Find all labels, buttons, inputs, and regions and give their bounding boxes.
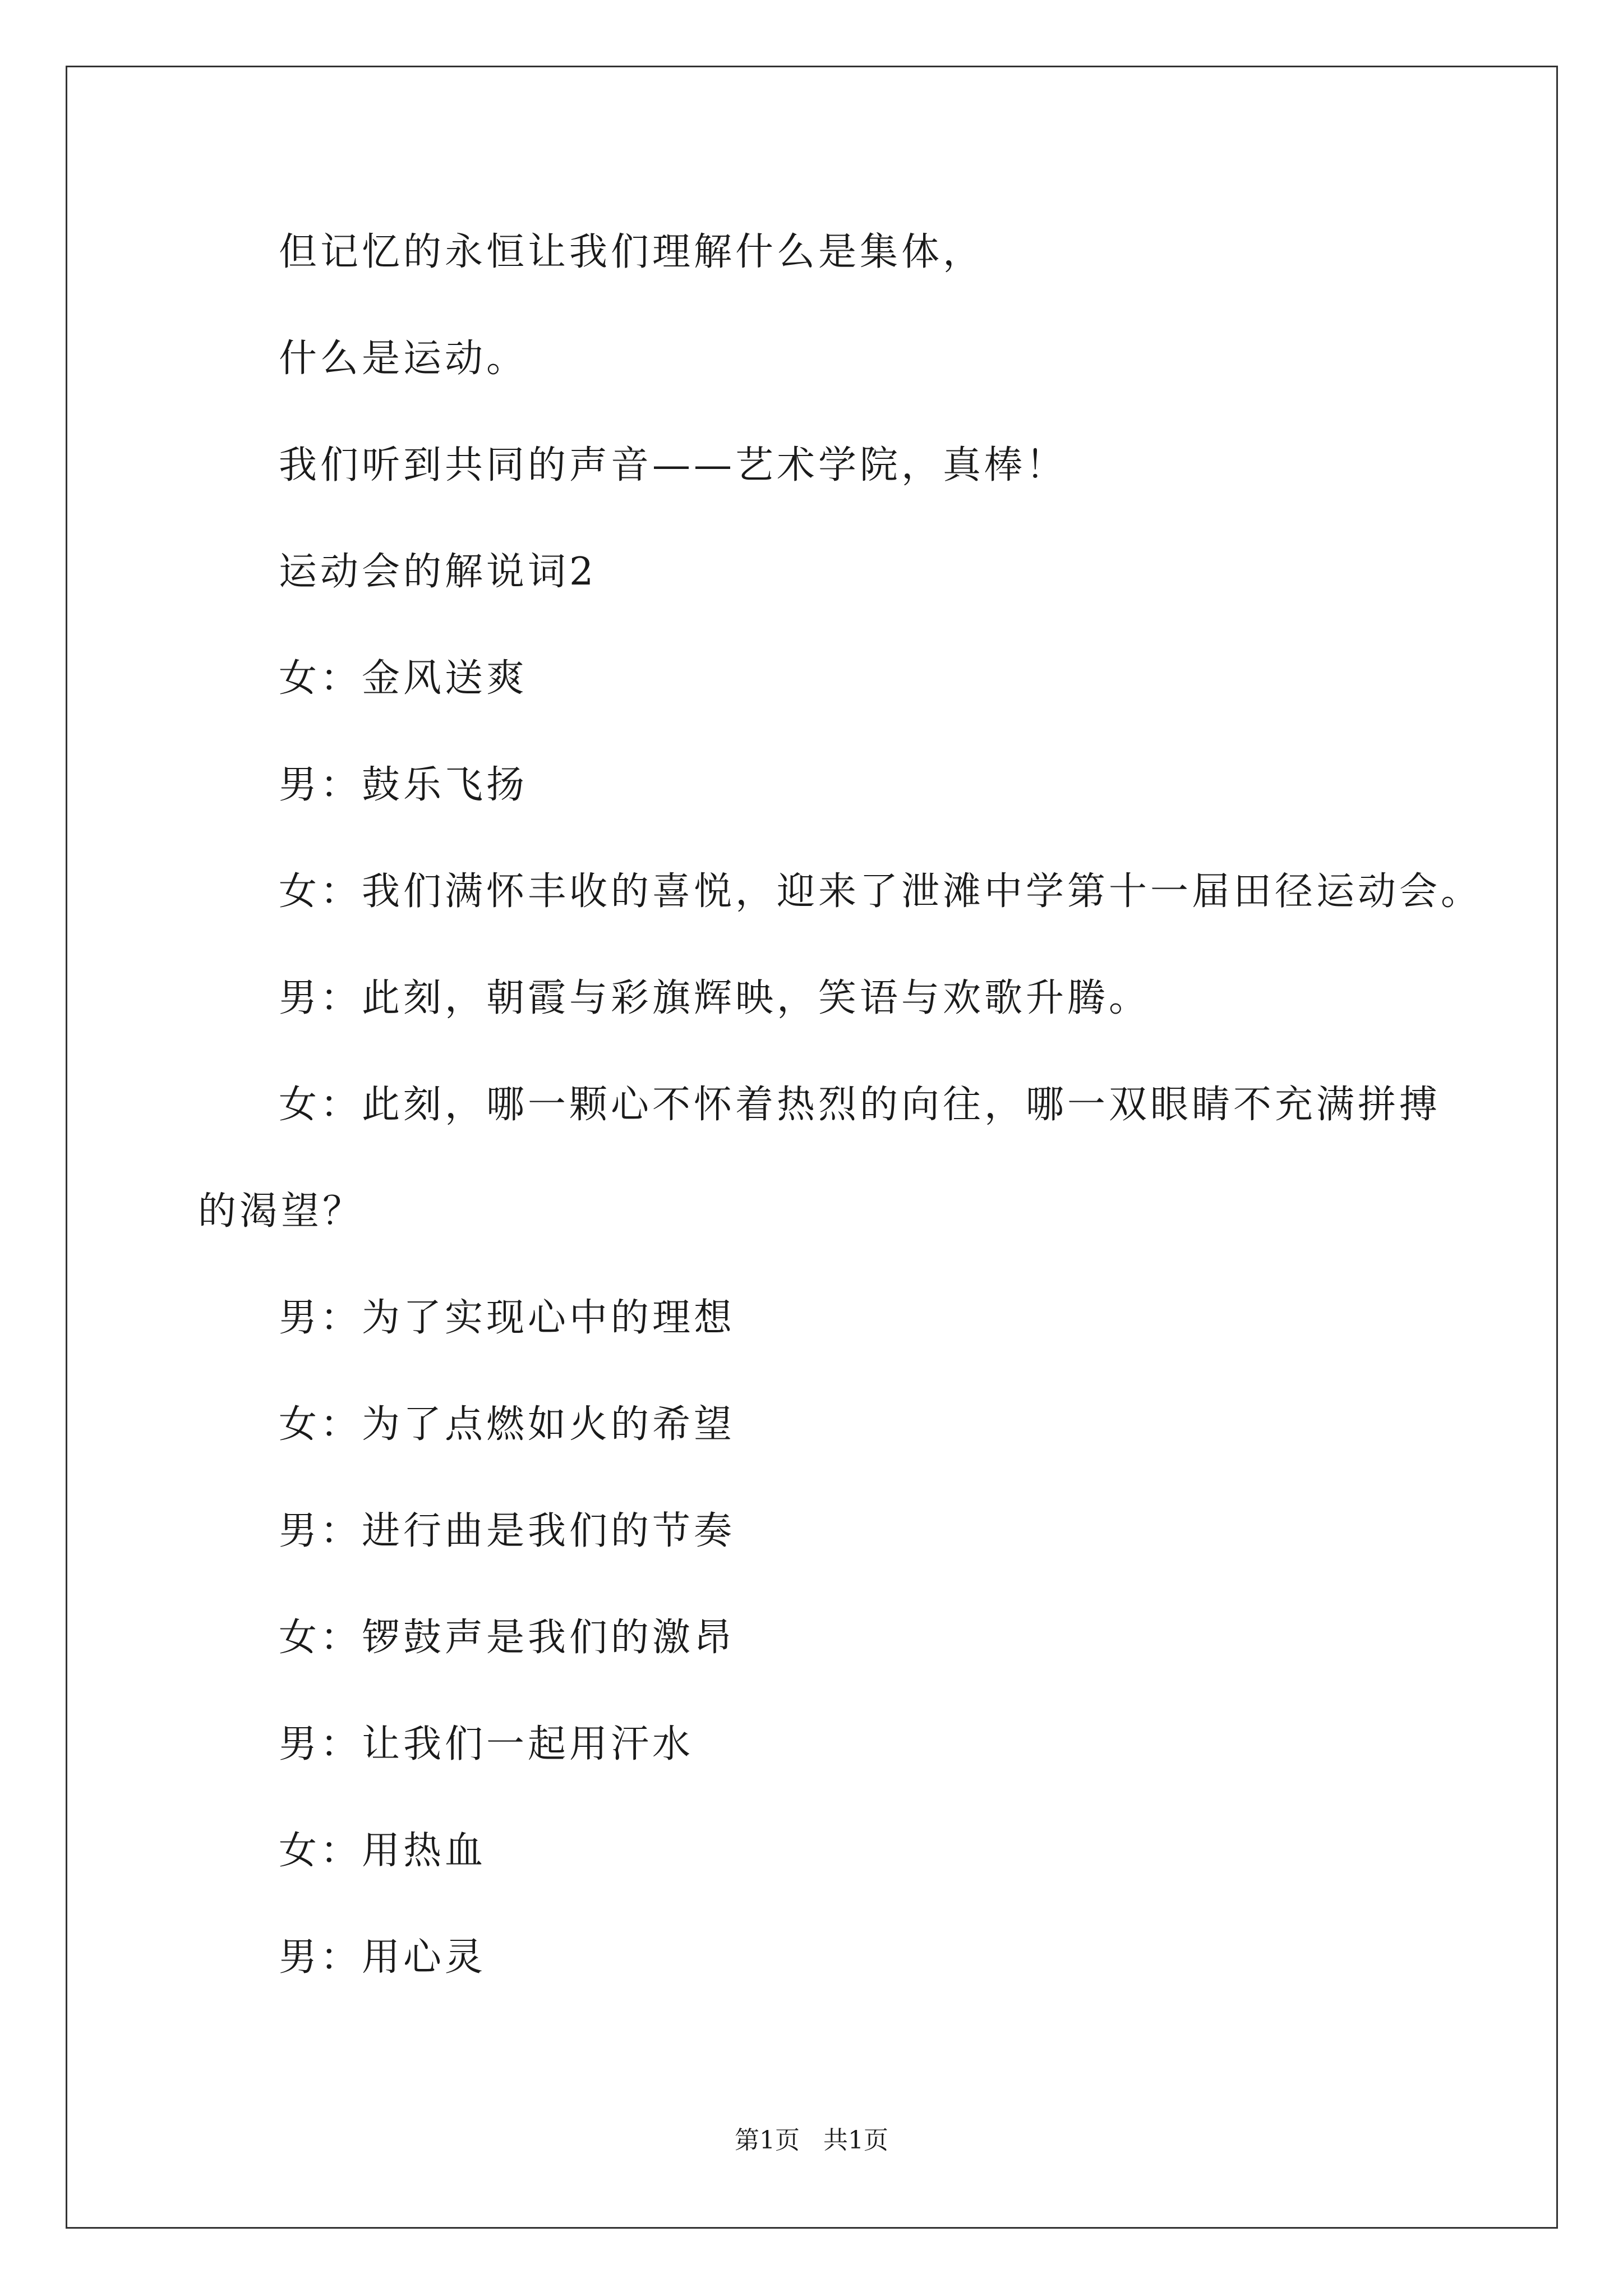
page-footer: 第1页 共1页	[735, 2126, 888, 2155]
paragraph: 我们听到共同的声音——艺术学院，真棒！	[279, 443, 1068, 487]
section-heading: 运动会的解说词2	[279, 550, 597, 594]
dialogue-line: 男：此刻，朝霞与彩旗辉映，笑语与欢歌升腾。	[279, 976, 1151, 1020]
dialogue-line: 男：为了实现心中的理想	[279, 1296, 736, 1340]
dialogue-line: 男：用心灵	[279, 1935, 487, 1980]
dialogue-line: 女：金风送爽	[279, 656, 528, 701]
dialogue-line: 女：为了点燃如火的希望	[279, 1402, 736, 1447]
dialogue-line: 男：让我们一起用汗水	[279, 1722, 694, 1766]
paragraph: 但记忆的永恒让我们理解什么是集体，	[279, 230, 985, 274]
paragraph: 什么是运动。	[279, 337, 528, 381]
dialogue-line: 女：此刻，哪一颗心不怀着热烈的向往，哪一双眼睛不充满拼搏	[279, 1083, 1441, 1127]
dialogue-line-continuation: 的渴望？	[198, 1189, 365, 1234]
dialogue-line: 女：我们满怀丰收的喜悦，迎来了泄滩中学第十一届田径运动会。	[279, 869, 1483, 914]
dialogue-line: 女：锣鼓声是我们的激昂	[279, 1616, 736, 1660]
dialogue-line: 女：用热血	[279, 1829, 487, 1873]
dialogue-line: 男：进行曲是我们的节奏	[279, 1509, 736, 1553]
page-border	[66, 66, 1558, 2229]
dialogue-line: 男：鼓乐飞扬	[279, 763, 528, 807]
